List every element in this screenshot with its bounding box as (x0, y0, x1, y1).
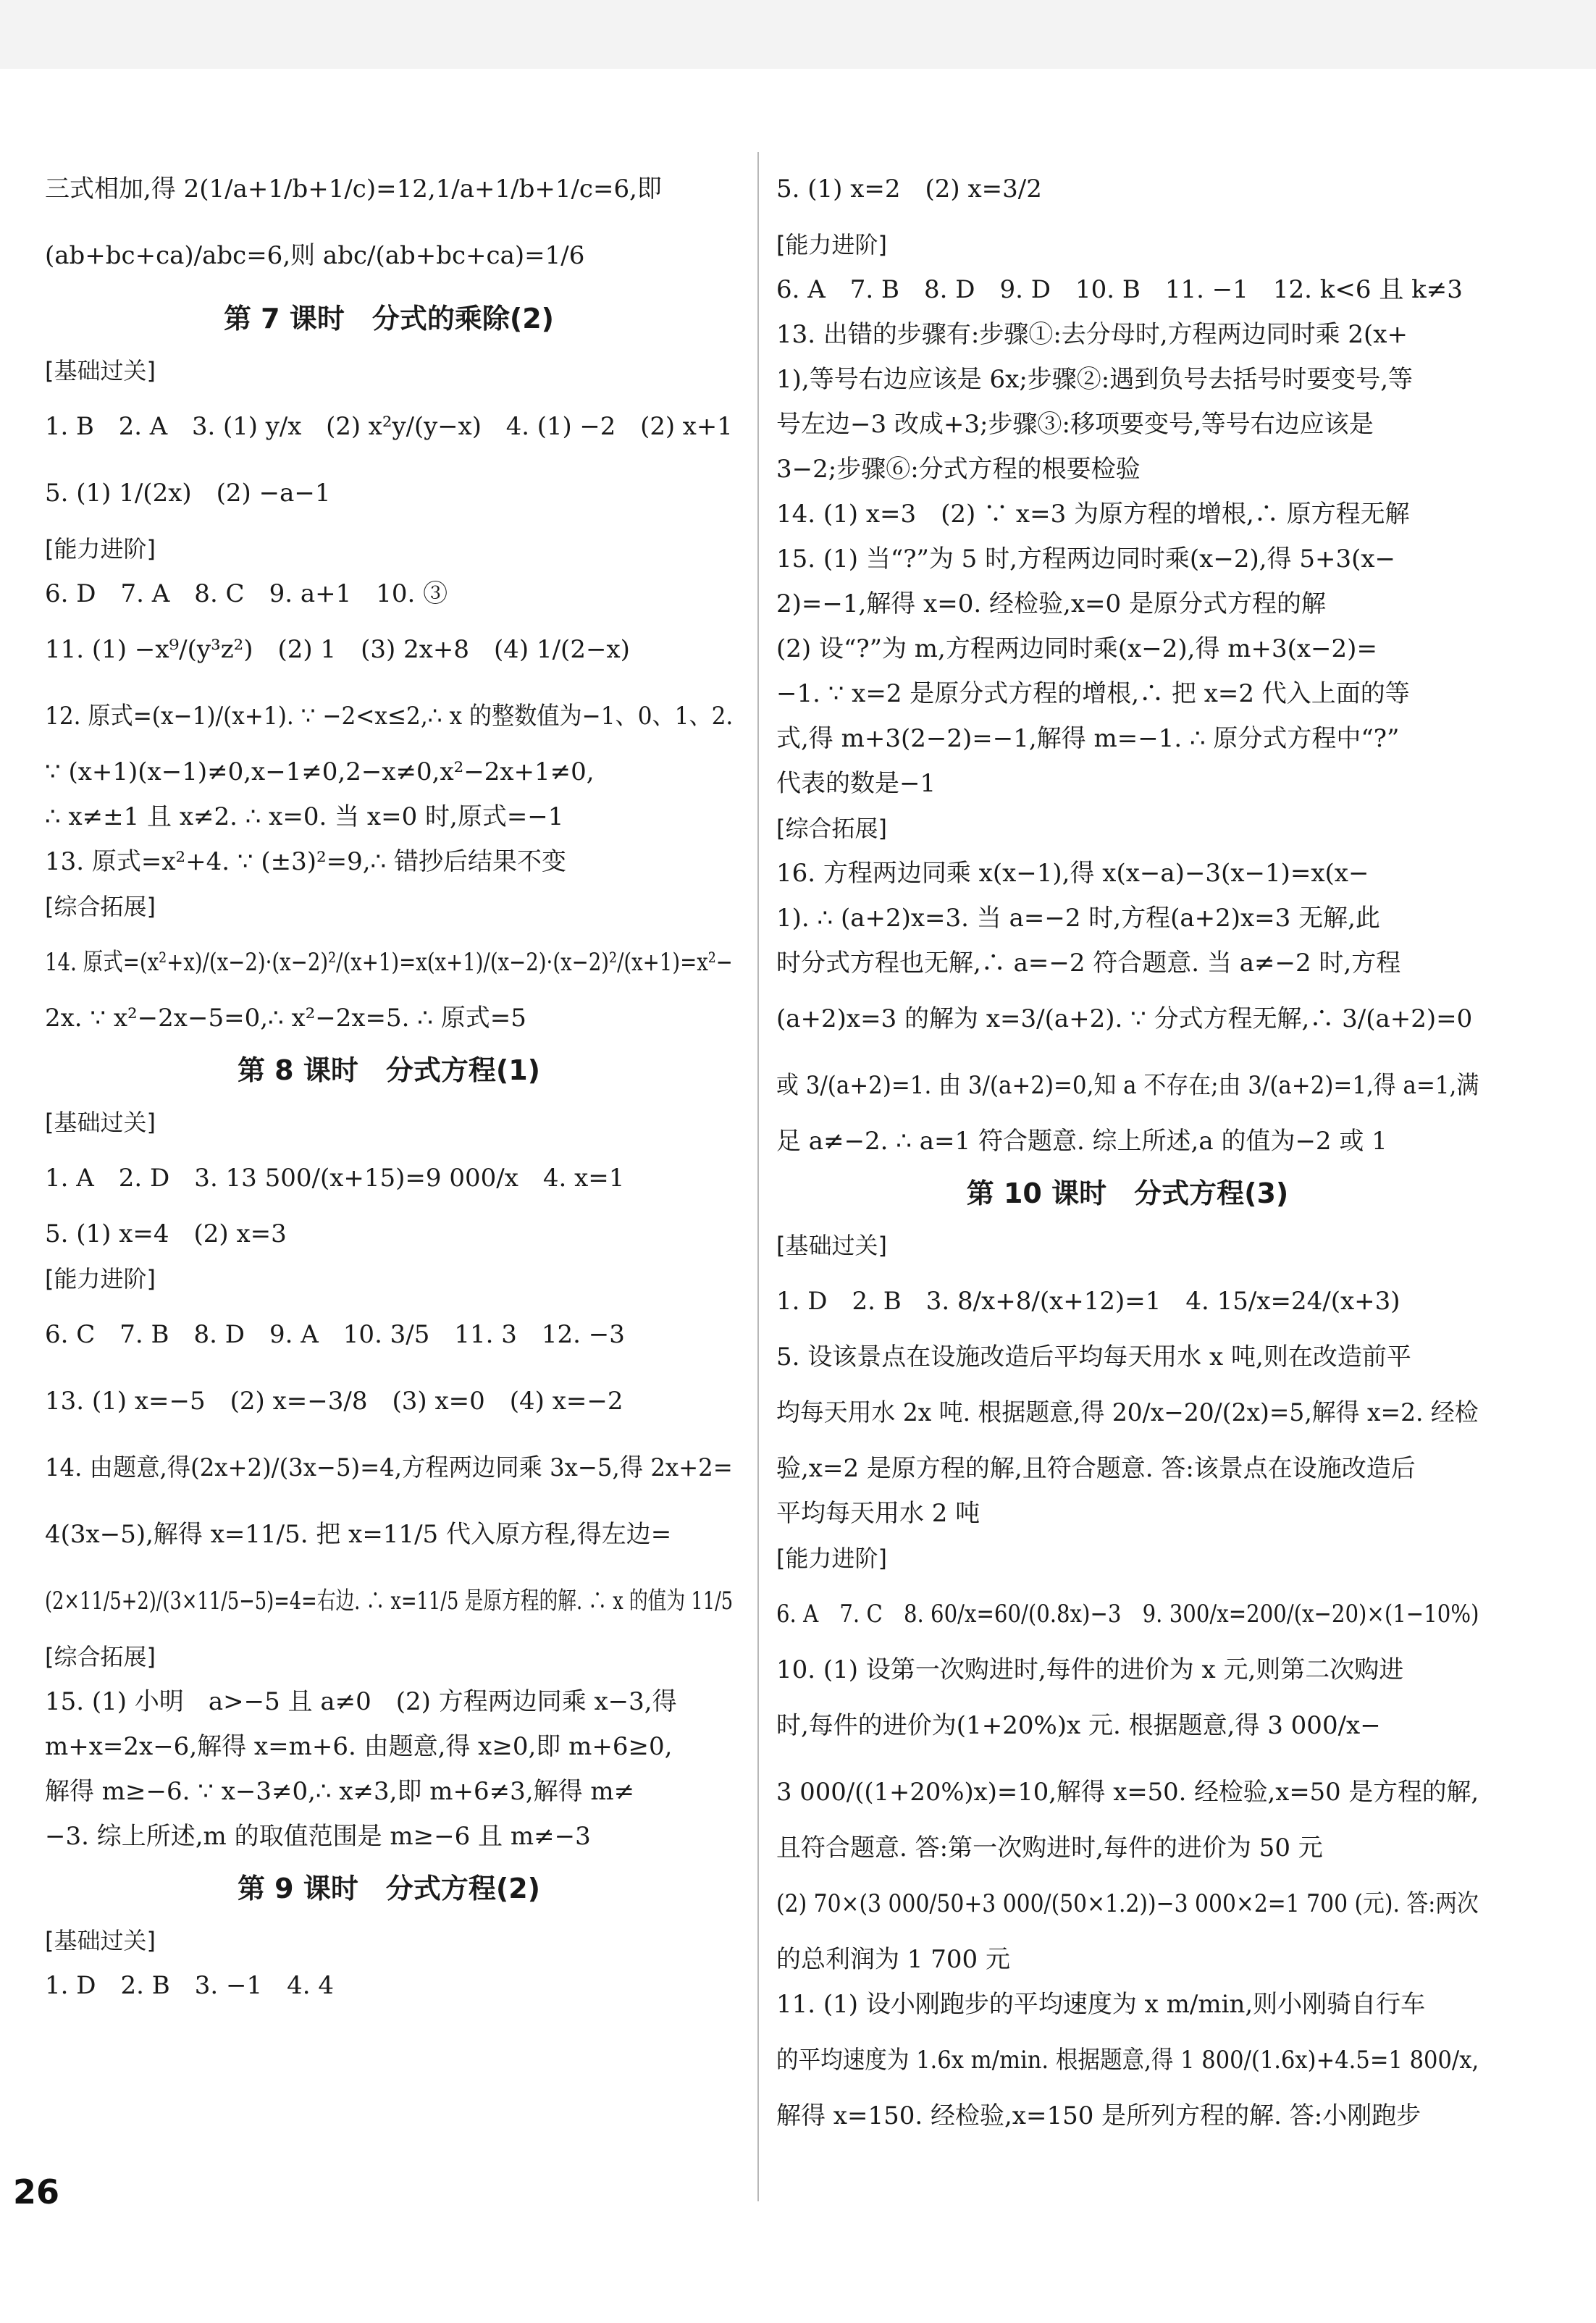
answer-line: 5. 设该景点在设施改造后平均每天用水 x 吨,则在改造前平 (776, 1343, 1411, 1371)
answer-line: 的总利润为 1 700 元 (776, 1945, 1010, 1974)
answer-line: 16. 方程两边同乘 x(x−1),得 x(x−a)−3(x−1)=x(x− (776, 859, 1369, 888)
answer-line: 5. (1) x=4 (2) x=3 (45, 1219, 287, 1248)
answer-line: 15. (1) 当“?”为 5 时,方程两边同时乘(x−2),得 5+3(x− (776, 545, 1396, 574)
answer-line: 解得 x=150. 经检验,x=150 是所列方程的解. 答:小刚跑步 (776, 2101, 1421, 2130)
answer-line: 式,得 m+3(2−2)=−1,解得 m=−1. ∴ 原分式方程中“?” (776, 724, 1400, 753)
answer-line: 解得 m≥−6. ∵ x−3≠0,∴ x≠3,即 m+6≠3,解得 m≠ (45, 1777, 635, 1806)
answer-line: 1. B 2. A 3. (1) y/x (2) x²y/(y−x) 4. (1) −2 (2) x+1 (45, 412, 733, 441)
answer-line: 14. 由题意,得(2x+2)/(3x−5)=4,方程两边同乘 3x−5,得 2x+2= (45, 1453, 733, 1482)
answer-line: 12. 原式=(x−1)/(x+1). ∵ −2<x≤2,∴ x 的整数值为−1、0、1、2. (45, 702, 734, 731)
answer-line: (ab+bc+ca)/abc=6,则 abc/(ab+bc+ca)=1/6 (45, 241, 585, 270)
answer-line: 2x. ∵ x²−2x−5=0,∴ x²−2x=5. ∴ 原式=5 (45, 1004, 526, 1033)
right-column (776, 156, 1479, 2138)
lesson-title: 第 9 课时 分式方程(2) (237, 1873, 541, 1904)
answer-line: 或 3/(a+2)=1. 由 3/(a+2)=0,知 a 不存在;由 3/(a+2)=1,得 a=1,满 (776, 1071, 1479, 1100)
answer-line: 13. (1) x=−5 (2) x=−3/8 (3) x=0 (4) x=−2 (45, 1387, 623, 1416)
answer-line: −3. 综上所述,m 的取值范围是 m≥−6 且 m≠−3 (45, 1822, 591, 1851)
answer-line: 1. A 2. D 3. 13 500/(x+15)=9 000/x 4. x=1 (45, 1164, 625, 1193)
answer-line: 5. (1) 1/(2x) (2) −a−1 (45, 479, 331, 508)
page-number: 26 (13, 2172, 60, 2211)
answer-line: 6. C 7. B 8. D 9. A 10. 3/5 11. 3 12. −3 (45, 1320, 625, 1349)
answer-line: 14. (1) x=3 (2) ∵ x=3 为原方程的增根,∴ 原方程无解 (776, 500, 1410, 529)
answer-line: 6. D 7. A 8. C 9. a+1 10. ③ (45, 579, 448, 608)
answer-line: 3 000/((1+20%)x)=10,解得 x=50. 经检验,x=50 是方程的解, (776, 1778, 1479, 1807)
answer-line: 6. A 7. B 8. D 9. D 10. B 11. −1 12. k<6 且 k≠3 (776, 275, 1463, 304)
answer-line: 1),等号右边应该是 6x;步骤②:遇到负号去括号时要变号,等 (776, 365, 1414, 394)
lesson-title: 第 10 课时 分式方程(3) (966, 1177, 1289, 1209)
lesson-title: 第 8 课时 分式方程(1) (237, 1054, 541, 1086)
page-top-band (0, 0, 1596, 69)
answer-line: 验,x=2 是原方程的解,且符合题意. 答:该景点在设施改造后 (776, 1454, 1416, 1483)
answer-line: 时分式方程也无解,∴ a=−2 符合题意. 当 a≠−2 时,方程 (776, 949, 1401, 978)
answer-line: 号左边−3 改成+3;步骤③:移项要变号,等号右边应该是 (776, 410, 1374, 439)
section-tag: [基础过关] (45, 1109, 156, 1136)
answer-line: 10. (1) 设第一次购进时,每件的进价为 x 元,则第二次购进 (776, 1655, 1404, 1684)
answer-line: 平均每天用水 2 吨 (776, 1499, 980, 1528)
answer-line: (2) 设“?”为 m,方程两边同时乘(x−2),得 m+3(x−2)= (776, 634, 1377, 663)
answer-line: (2) 70×(3 000/50+3 000/(50×1.2))−3 000×2=1 700 (元). 答:两次 (776, 1889, 1479, 1918)
answer-line: 三式相加,得 2(1/a+1/b+1/c)=12,1/a+1/b+1/c=6,即 (45, 175, 662, 203)
answer-line: 6. A 7. C 8. 60/x=60/(0.8x)−3 9. 300/x=200/(x−20)×(1−10%) (776, 1600, 1479, 1629)
answer-line: 11. (1) 设小刚跑步的平均速度为 x m/min,则小刚骑自行车 (776, 1990, 1426, 2019)
column-divider (757, 152, 759, 2201)
answer-line: −1. ∵ x=2 是原分式方程的增根,∴ 把 x=2 代入上面的等 (776, 679, 1410, 708)
section-tag: [综合拓展] (45, 1643, 156, 1671)
answer-line: 1. D 2. B 3. 8/x+8/(x+12)=1 4. 15/x=24/(x+3) (776, 1287, 1400, 1316)
section-tag: [能力进阶] (776, 1545, 887, 1572)
answer-line: 且符合题意. 答:第一次购进时,每件的进价为 50 元 (776, 1833, 1323, 1862)
section-tag: [能力进阶] (45, 535, 156, 563)
section-tag: [综合拓展] (776, 815, 887, 842)
answer-line: 13. 出错的步骤有:步骤①:去分母时,方程两边同时乘 2(x+ (776, 320, 1408, 349)
answer-line: 4(3x−5),解得 x=11/5. 把 x=11/5 代入原方程,得左边= (45, 1520, 672, 1549)
answer-line: 的平均速度为 1.6x m/min. 根据题意,得 1 800/(1.6x)+4.5=1 800/x, (776, 2046, 1479, 2075)
section-tag: [能力进阶] (45, 1265, 156, 1293)
answer-line: 时,每件的进价为(1+20%)x 元. 根据题意,得 3 000/x− (776, 1711, 1381, 1740)
section-tag: [基础过关] (45, 357, 156, 385)
answer-line: 1). ∴ (a+2)x=3. 当 a=−2 时,方程(a+2)x=3 无解,此 (776, 904, 1380, 933)
answer-line: ∴ x≠±1 且 x≠2. ∴ x=0. 当 x=0 时,原式=−1 (45, 802, 564, 831)
answer-line: ∵ (x+1)(x−1)≠0,x−1≠0,2−x≠0,x²−2x+1≠0, (45, 757, 595, 786)
answer-line: 5. (1) x=2 (2) x=3/2 (776, 175, 1042, 203)
answer-line: 均每天用水 2x 吨. 根据题意,得 20/x−20/(2x)=5,解得 x=2. 经检 (776, 1398, 1479, 1427)
answer-line: 15. (1) 小明 a>−5 且 a≠0 (2) 方程两边同乘 x−3,得 (45, 1687, 677, 1716)
answer-line: 11. (1) −x⁹/(y³z²) (2) 1 (3) 2x+8 (4) 1/(2−x) (45, 635, 630, 664)
answer-line: 1. D 2. B 3. −1 4. 4 (45, 1971, 334, 2000)
answer-line: 13. 原式=x²+4. ∵ (±3)²=9,∴ 错抄后结果不变 (45, 847, 566, 876)
section-tag: [能力进阶] (776, 231, 887, 259)
answer-line: 3−2;步骤⑥:分式方程的根要检验 (776, 455, 1141, 484)
answer-line: 代表的数是−1 (776, 769, 936, 798)
answer-line: m+x=2x−6,解得 x=m+6. 由题意,得 x≥0,即 m+6≥0, (45, 1732, 673, 1761)
answer-line: (a+2)x=3 的解为 x=3/(a+2). ∵ 分式方程无解,∴ 3/(a+2)=0 (776, 1004, 1473, 1033)
answer-line: 2)=−1,解得 x=0. 经检验,x=0 是原分式方程的解 (776, 589, 1326, 618)
answer-line: 足 a≠−2. ∴ a=1 符合题意. 综上所述,a 的值为−2 或 1 (776, 1127, 1387, 1156)
lesson-title: 第 7 课时 分式的乘除(2) (223, 303, 555, 335)
section-tag: [基础过关] (776, 1232, 887, 1259)
answer-line: 14. 原式=(x²+x)/(x−2)·(x−2)²/(x+1)=x(x+1)/(x−2)·(x−2)²/(x+1)=x²− (45, 948, 733, 977)
section-tag: [综合拓展] (45, 893, 156, 920)
answer-line: (2×11/5+2)/(3×11/5−5)=4=右边. ∴ x=11/5 是原方程的解. ∴ x 的值为 11/5 (45, 1587, 734, 1616)
section-tag: [基础过关] (45, 1927, 156, 1954)
left-column (45, 156, 733, 2008)
